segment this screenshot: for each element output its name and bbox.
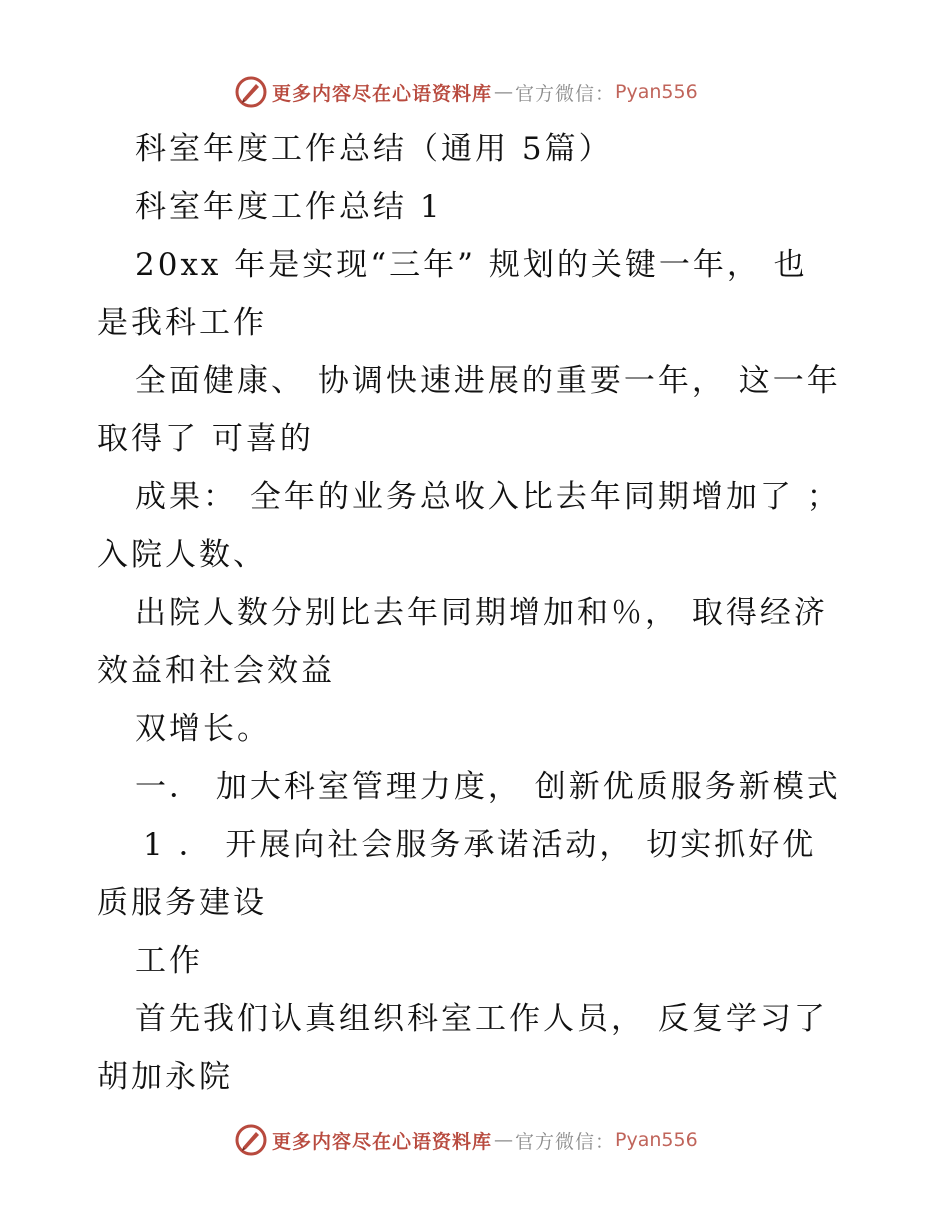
banner-account-id: Pyan556 — [615, 1129, 698, 1151]
banner-dash: — — [494, 1129, 514, 1151]
banner-slogan: 更多内容尽在心语资料库 — [272, 82, 493, 105]
paragraph-line: 取得了 可喜的 — [97, 421, 314, 457]
paragraph-line: 质服务建设 — [97, 885, 267, 921]
document-body — [97, 120, 867, 1106]
header-watermark-banner — [234, 72, 754, 112]
paragraph-line: 入院人数、 — [97, 537, 267, 573]
section-heading: 科室年度工作总结 1 — [135, 189, 443, 225]
paragraph-line: 工作 — [135, 943, 203, 979]
banner-dash: — — [494, 81, 514, 103]
subsection-heading: 一． 加大科室管理力度， 创新优质服务新模式 — [135, 769, 841, 805]
paragraph-line: 成果： 全年的业务总收入比去年同期增加了 ； — [135, 479, 841, 515]
paragraph-line: 20xx 年是实现“三年” 规划的关键一年， 也 — [135, 247, 808, 283]
paragraph-line: 胡加永院 — [97, 1059, 233, 1095]
paragraph-line: 效益和社会效益 — [97, 653, 335, 689]
banner-account-label: 官方微信： — [515, 1130, 616, 1153]
banner-account-label: 官方微信： — [515, 82, 616, 105]
paragraph-line: 全面健康、 协调快速进展的重要一年， 这一年 — [135, 363, 841, 399]
quill-circle-icon — [234, 1123, 268, 1157]
quill-circle-icon — [234, 75, 268, 109]
list-item-heading: 1 ． 开展向社会服务承诺活动， 切实抓好优 — [143, 827, 817, 863]
footer-watermark-banner — [234, 1120, 754, 1160]
paragraph-line: 是我科工作 — [97, 305, 267, 341]
paragraph-line: 双增长。 — [135, 711, 271, 747]
paragraph-line: 首先我们认真组织科室工作人员， 反复学习了 — [135, 1001, 828, 1037]
document-title: 科室年度工作总结（通用 5篇） — [135, 131, 613, 167]
paragraph-line: 出院人数分别比去年同期增加和％， 取得经济 — [135, 595, 828, 631]
banner-account-id: Pyan556 — [615, 81, 698, 103]
banner-slogan: 更多内容尽在心语资料库 — [272, 1130, 493, 1153]
